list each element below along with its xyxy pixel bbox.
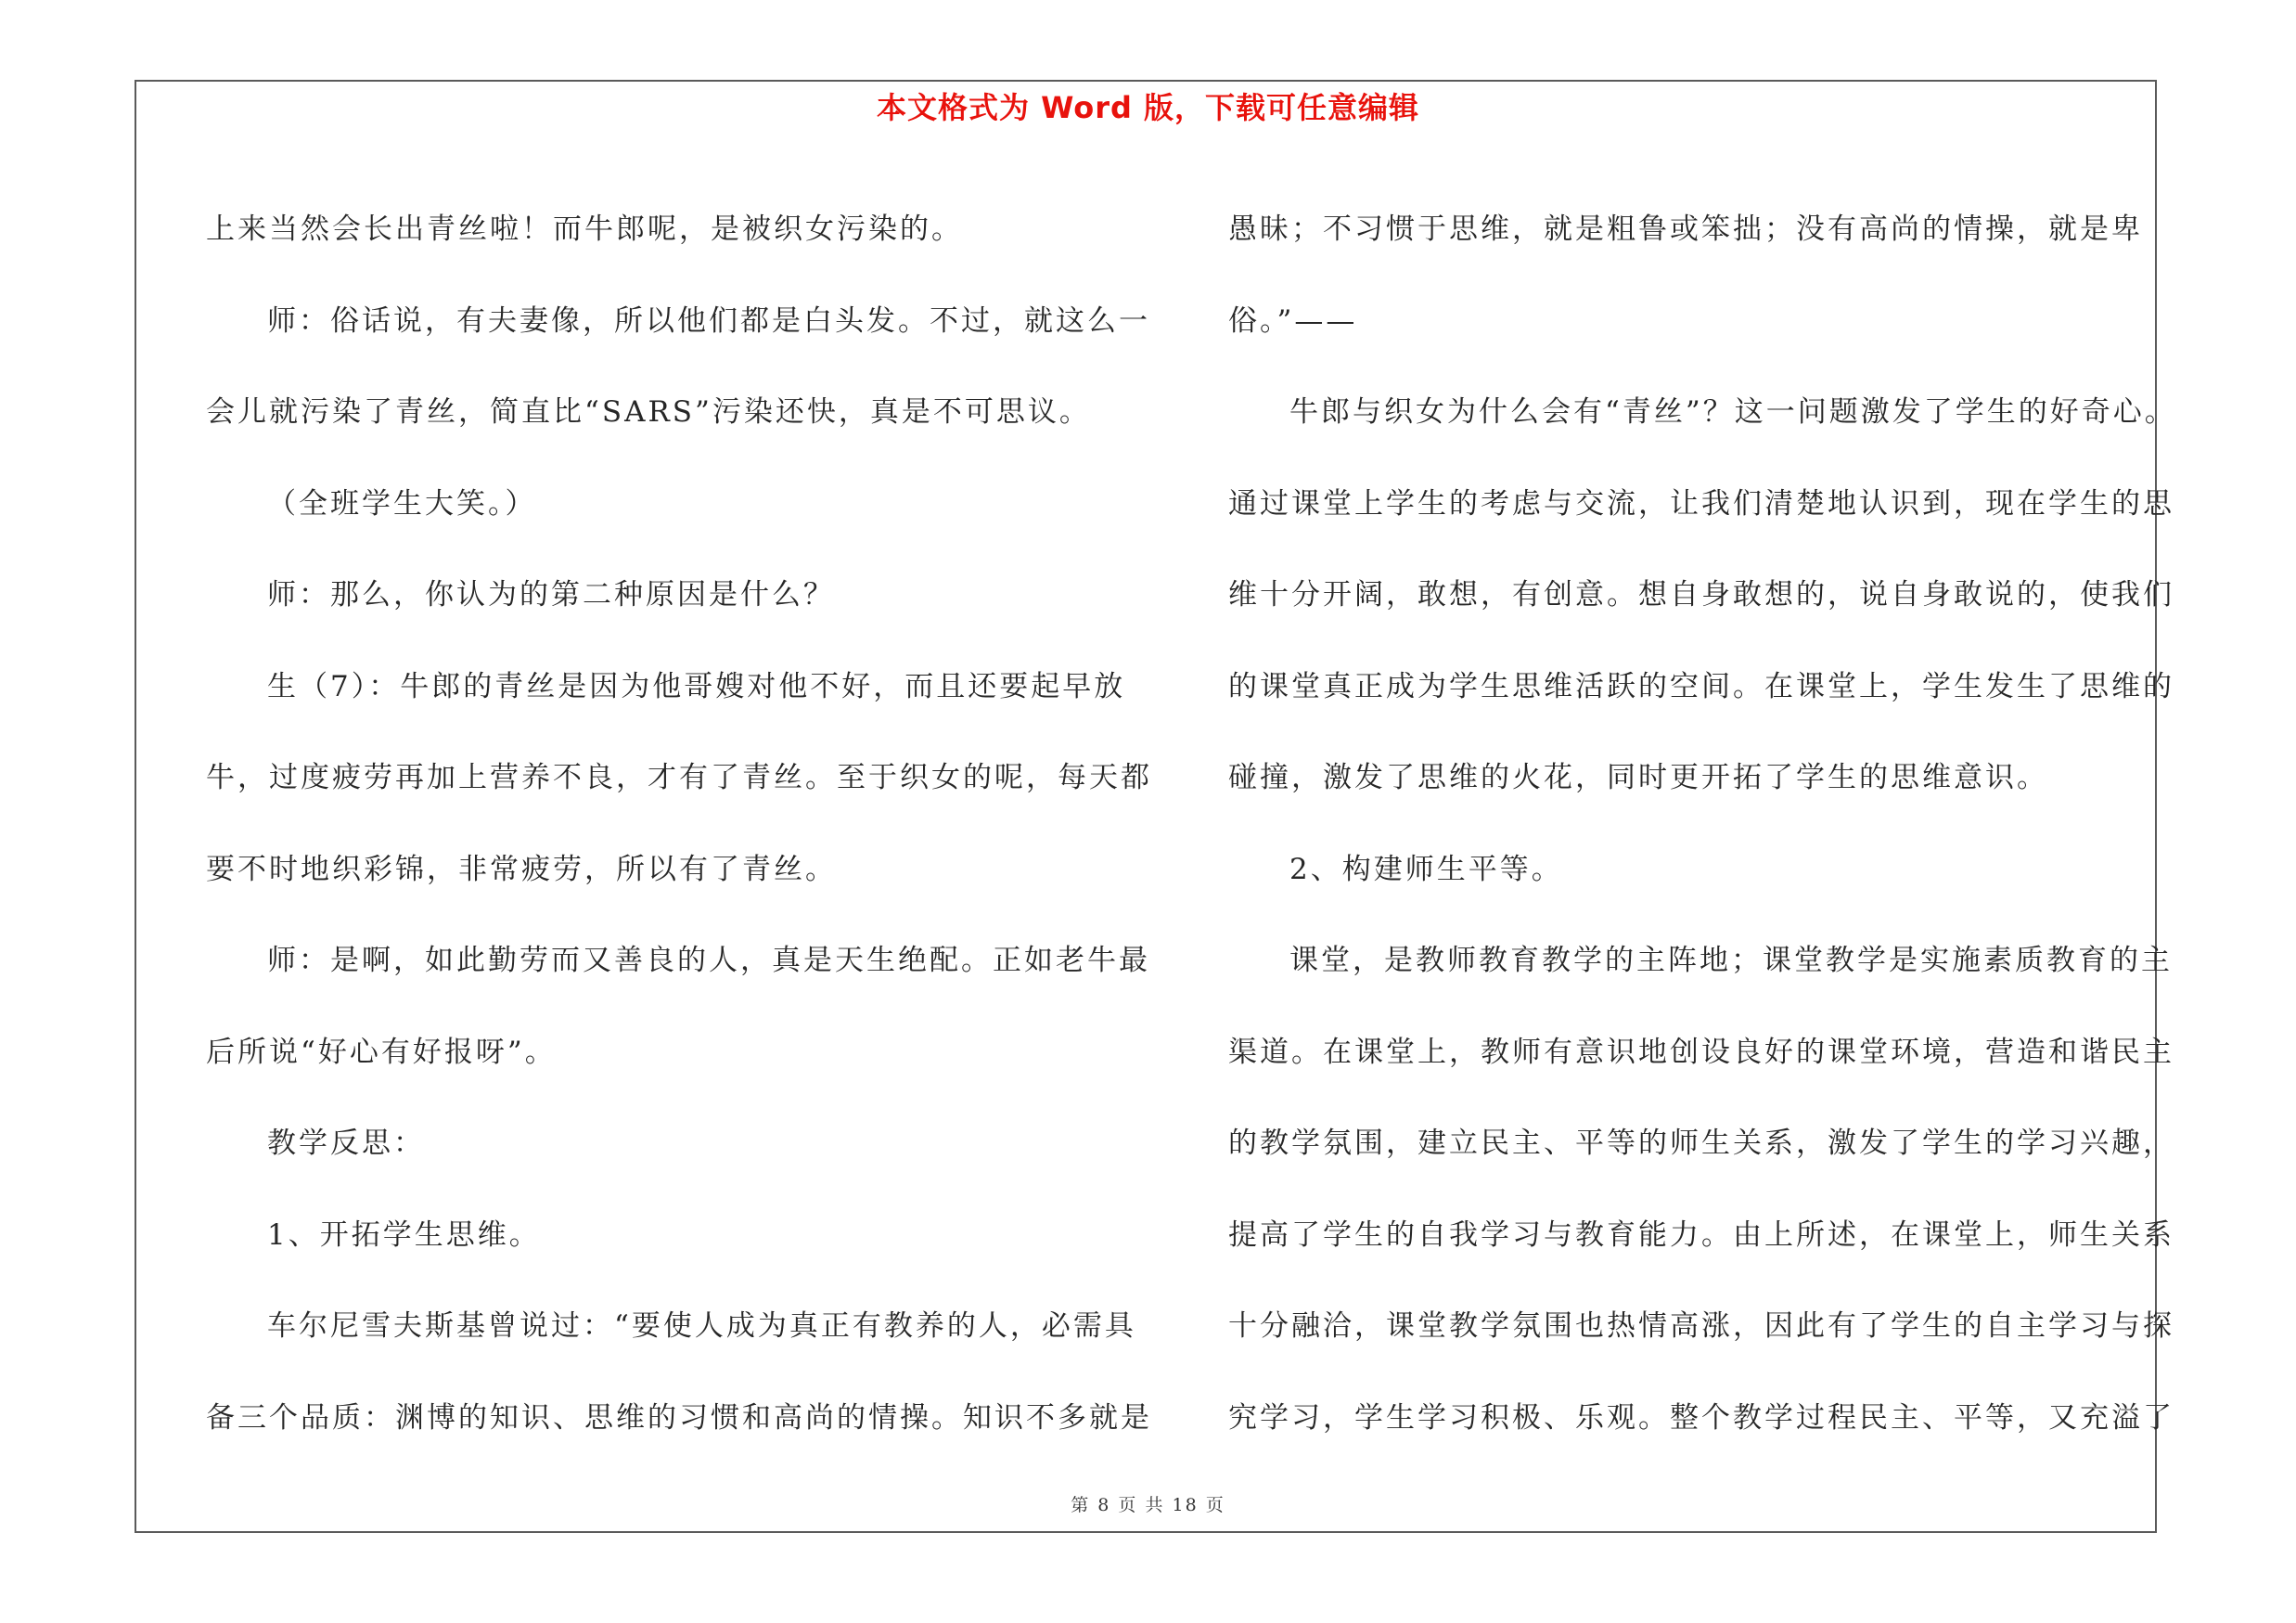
text-line: 究学习，学生学习积极、乐观。整个教学过程民主、平等，又充溢了 (1228, 1400, 2174, 1435)
text-line: 维十分开阔，敢想，有创意。想自身敢想的，说自身敢说的，使我们 (1228, 578, 2174, 612)
text-line: 牛，过度疲劳再加上营养不良，才有了青丝。至于织女的呢，每天都 (206, 761, 1152, 794)
text-line: 课堂，是教师教育教学的主阵地；课堂教学是实施素质教育的主 (1289, 944, 2173, 977)
right-text-column (1228, 184, 2176, 1463)
text-line: 的课堂真正成为学生思维活跃的空间。在课堂上，学生发生了思维的 (1228, 669, 2174, 703)
editable-notice-banner: 本文格式为 Word 版，下载可任意编辑 (876, 90, 1420, 125)
text-line: 俗。”—— (1228, 303, 1358, 338)
text-line: 备三个品质：渊博的知识、思维的习惯和高尚的情操。知识不多就是 (206, 1400, 1152, 1435)
text-line: 师：俗话说，有夫妻像，所以他们都是白头发。不过，就这么一 (267, 303, 1150, 338)
text-line: 师：是啊，如此勤劳而又善良的人，真是天生绝配。正如老牛最 (267, 944, 1150, 977)
text-line: 的教学氛围，建立民主、平等的师生关系，激发了学生的学习兴趣， (1228, 1127, 2174, 1160)
text-line: 十分融洽，课堂教学氛围也热情高涨，因此有了学生的自主学习与探 (1228, 1309, 2174, 1343)
text-line: 2、构建师生平等。 (1289, 852, 1563, 886)
text-line: 师：那么，你认为的第二种原因是什么？ (267, 578, 835, 612)
text-line: 会儿就污染了青丝，简直比“SARS”污染还快，真是不可思议。 (206, 395, 1091, 429)
text-line: 碰撞，激发了思维的火花，同时更开拓了学生的思维意识。 (1228, 761, 2048, 794)
text-line: 教学反思： (267, 1127, 425, 1160)
text-line: 提高了学生的自我学习与教育能力。由上所述，在课堂上，师生关系 (1228, 1217, 2174, 1252)
text-line: 上来当然会长出青丝啦！而牛郎呢，是被织女污染的。 (206, 213, 963, 246)
text-line: 通过课堂上学生的考虑与交流，让我们清楚地认识到，现在学生的思 (1228, 486, 2174, 521)
left-text-column (206, 184, 1152, 1463)
text-line: （全班学生大笑。） (267, 486, 537, 521)
page-number-footer: 第 8 页 共 18 页 (1071, 1495, 1225, 1515)
text-line: 生（7）：牛郎的青丝是因为他哥嫂对他不好，而且还要起早放 (267, 669, 1126, 703)
text-line: 愚昧；不习惯于思维，就是粗鲁或笨拙；没有高尚的情操，就是卑 (1228, 213, 2143, 246)
text-line: 车尔尼雪夫斯基曾说过：“要使人成为真正有教养的人，必需具 (267, 1309, 1136, 1343)
text-line: 1、开拓学生思维。 (267, 1217, 541, 1252)
text-line: 要不时地织彩锦，非常疲劳，所以有了青丝。 (206, 852, 837, 886)
text-line: 渠道。在课堂上，教师有意识地创设良好的课堂环境，营造和谐民主 (1228, 1035, 2174, 1069)
text-line: 后所说“好心有好报呀”。 (206, 1035, 557, 1069)
text-line: 牛郎与织女为什么会有“青丝”？这一问题激发了学生的好奇心。 (1289, 395, 2176, 429)
